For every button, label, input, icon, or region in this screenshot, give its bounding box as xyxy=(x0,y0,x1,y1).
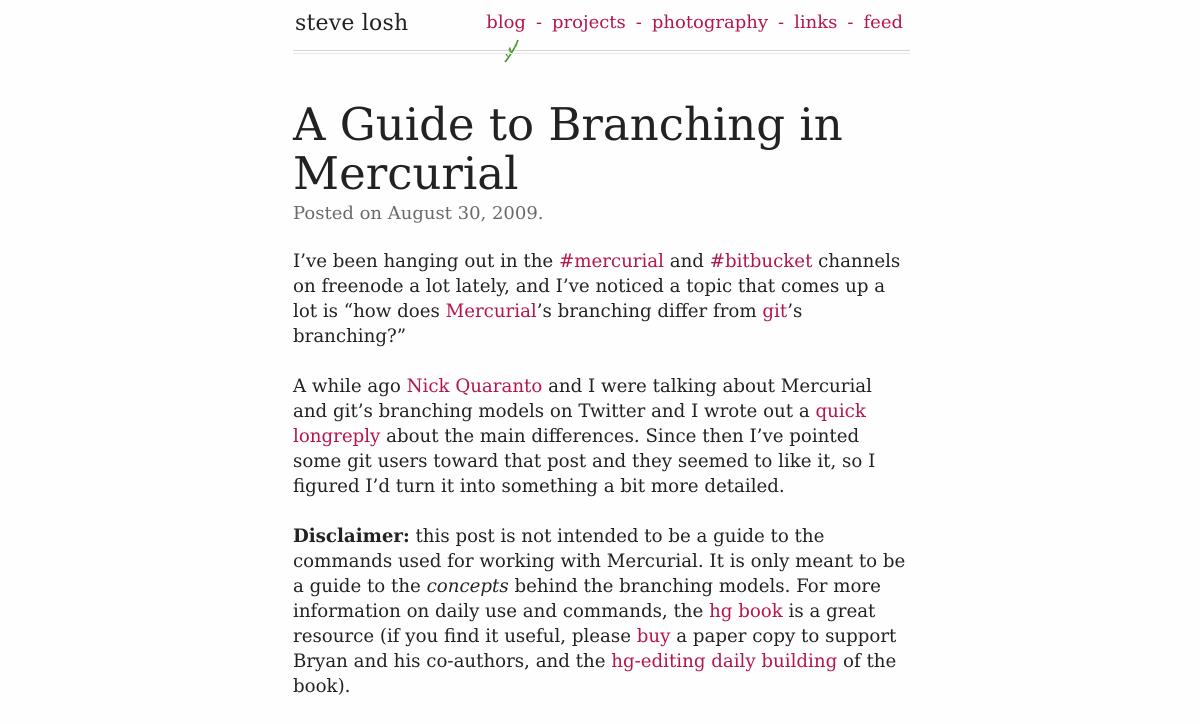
text-run: a paper copy to support Bryan and his co-authors, and the xyxy=(293,626,897,672)
page-container xyxy=(293,0,910,697)
disclaimer-label: Disclaimer: xyxy=(293,526,410,547)
emphasis-concepts: concepts xyxy=(426,576,509,597)
link-nick-quaranto[interactable]: Nick Quaranto xyxy=(406,376,543,397)
paragraph-intro xyxy=(293,249,910,349)
nav-links[interactable]: links xyxy=(794,12,838,33)
nav-feed[interactable]: feed xyxy=(863,12,903,33)
site-header xyxy=(293,0,910,51)
sprig-icon xyxy=(502,38,524,64)
link-git[interactable]: git xyxy=(762,301,788,322)
post-date: Posted on August 30, 2009. xyxy=(293,203,544,224)
text-run: A while ago xyxy=(293,376,407,397)
site-title-link[interactable]: steve losh xyxy=(295,11,409,36)
nav-separator: - xyxy=(778,12,785,33)
link-mercurial[interactable]: Mercurial xyxy=(445,301,537,322)
nav-separator: - xyxy=(535,12,543,33)
paragraph-disclaimer xyxy=(293,524,910,699)
text-run: and xyxy=(663,251,710,272)
article-title: A Guide to Branching in Mercurial xyxy=(293,98,843,200)
text-run: of the book). xyxy=(293,651,897,697)
paragraph-background xyxy=(293,374,910,499)
link-quick-longreply[interactable]: quick longreply xyxy=(293,401,866,447)
text-run: about the main differences. Since then I’ve pointed some git users toward that post and they seemed to like it, so I figured I’d turn it into something a bit more detailed. xyxy=(293,426,876,497)
text-run: and I were talking about Mercurial and git’s branching models on Twitter and I wrote out a xyxy=(293,376,872,422)
article-body xyxy=(293,249,910,724)
main-nav xyxy=(486,12,903,33)
link-buy[interactable]: buy xyxy=(636,626,671,647)
text-run: is a great resource (if you find it useful, please xyxy=(293,601,876,647)
link-hg-book[interactable]: hg book xyxy=(709,601,783,622)
nav-separator: - xyxy=(847,12,854,33)
nav-separator: - xyxy=(635,12,642,33)
text-run: this post is not intended to be a guide to the commands used for working with Mercurial. It is only meant to be a guide to the xyxy=(293,526,906,597)
link-hg-editing[interactable]: hg-editing daily building xyxy=(611,651,838,672)
nav-photography[interactable]: photography xyxy=(651,12,769,33)
text-run: behind the branching models. For more information on daily use and commands, the xyxy=(293,576,881,622)
nav-projects[interactable]: projects xyxy=(552,12,626,33)
nav-blog[interactable]: blog xyxy=(486,12,526,33)
text-run: ’s branching?” xyxy=(293,301,803,347)
text-run: channels on freenode a lot lately, and I’ve noticed a topic that comes up a lot is “how does xyxy=(293,251,901,322)
text-run: I’ve been hanging out in the xyxy=(293,251,559,272)
link-mercurial-channel[interactable]: #mercurial xyxy=(558,251,664,272)
text-run: ’s branching differ from xyxy=(536,301,763,322)
link-bitbucket-channel[interactable]: #bitbucket xyxy=(709,251,813,272)
